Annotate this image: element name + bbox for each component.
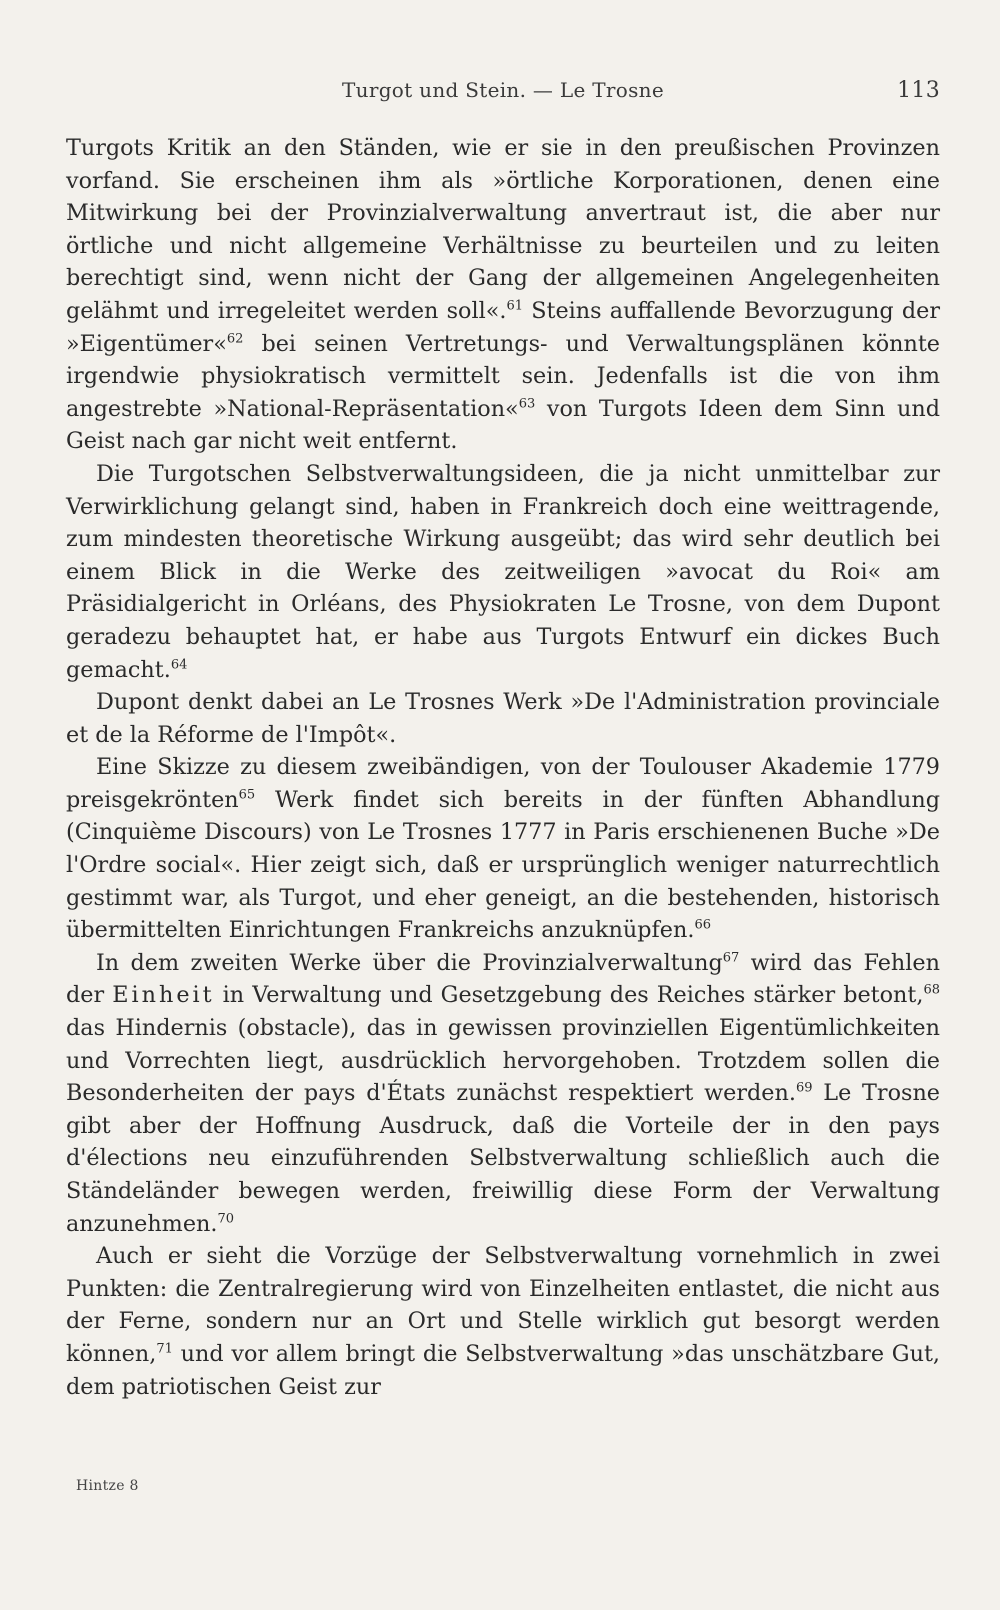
paragraph-2 (66, 458, 940, 686)
footnote-ref-62: 62 (226, 331, 244, 347)
footnote-ref-69: 69 (795, 1080, 813, 1096)
emphasized-text: Einheit (112, 982, 215, 1009)
text-run: Le Trosne gibt aber der Hoffnung Ausdruck, daß die Vorteile der in den pays d'élections neu einzuführenden Selbstverwaltung schließlich auch die Ständeländer bewegen werden, freiwillig diese Form der Verwaltung anzunehmen. (66, 1080, 940, 1237)
running-head (66, 78, 940, 108)
text-run: wird das Fehlen der (66, 949, 940, 1009)
text-run: bei seinen Vertretungs- und Verwaltungsplänen könnte irgendwie physiokratisch vermittelt sein. Jedenfalls ist die von ihm angestrebte »National-Repräsentation« (66, 330, 940, 422)
footnote-ref-61: 61 (506, 298, 524, 314)
text-run: Die Turgotschen Selbstverwaltungsideen, die ja nicht unmittelbar zur Verwirklichung gelangt sind, haben in Frankreich doch eine weittragende, zum mindesten theoretische Wirkung ausgeübt; das wird sehr deutlich bei einem Blick in die Werke des zeitweiligen »avocat du Roi« am Präsidialgericht in Orléans, des Physiokraten Le Trosne, von dem Dupont geradezu behauptet hat, er habe aus Turgots Entwurf ein dickes Buch gemacht. (66, 460, 940, 683)
paragraph-3 (66, 686, 940, 751)
footnote-ref-64: 64 (170, 657, 188, 673)
text-run: von Turgots Ideen dem Sinn und Geist nach gar nicht weit entfernt. (66, 395, 940, 455)
footnote-ref-68: 68 (923, 983, 940, 999)
text-run: Eine Skizze zu diesem zweibändigen, von der Toulouser Akademie 1779 preisgekrönten (66, 754, 940, 813)
text-run: Auch er sieht die Vorzüge der Selbstverwaltung vornehmlich in zwei Punkten: die Zentralregierung wird von Einzelheiten entlastet, die nicht aus der Ferne, sondern nur an Ort und Stelle wirklich gut besorgt werden können, (66, 1243, 940, 1367)
text-run: das Hindernis (obstacle), das in gewissen provinziellen Eigentümlichkeiten und Vorrechten liegt, ausdrücklich hervorgehoben. Trotzdem sollen die Besonderheiten der pays d'États zunächst respektiert werden. (66, 1015, 940, 1107)
text-run: in Verwaltung und Gesetzgebung des Reiches stärker betont, (214, 982, 924, 1009)
text-run: Werk findet sich bereits in der fünften Abhandlung (Cinquième Discours) von Le Trosnes 1777 in Paris erschienenen Buche »De l'Ordre social«. Hier zeigt sich, daß er ursprünglich weniger naturrechtlich gestimmt war, als Turgot, und eher geneigt, an die bestehenden, historisch übermittelten Einrichtungen Frankreichs anzuknüpfen. (66, 786, 940, 944)
footnote-ref-71: 71 (156, 1341, 173, 1357)
body-text (66, 132, 940, 1403)
running-head-title: Turgot und Stein. — Le Trosne (342, 78, 664, 102)
text-run: In dem zweiten Werke über die Provinzialverwaltung (96, 949, 723, 976)
printer-signature: Hintze 8 (76, 1478, 139, 1494)
footnote-ref-65: 65 (238, 787, 256, 803)
text-run: und vor allem bringt die Selbstverwaltung »das unschätzbare Gut, dem patriotischen Geist zur (66, 1340, 940, 1400)
text-run: Steins auffallende Bevorzugung der »Eigentümer« (66, 297, 941, 357)
paragraph-1 (66, 132, 940, 458)
footnote-ref-67: 67 (722, 950, 740, 966)
paragraph-4 (66, 751, 940, 947)
paragraph-6 (66, 1240, 940, 1403)
footnote-ref-66: 66 (694, 917, 711, 933)
footnote-ref-63: 63 (518, 396, 536, 412)
paragraph-5 (66, 947, 940, 1240)
footnote-ref-70: 70 (217, 1211, 235, 1227)
page-number: 113 (897, 78, 940, 103)
text-run: Dupont denkt dabei an Le Trosnes Werk »De l'Administration provinciale et de la Réforme de l'Impôt«. (66, 689, 940, 748)
text-run: Turgots Kritik an den Ständen, wie er sie in den preußischen Provinzen vorfand. Sie erscheinen ihm als »örtliche Korporationen, denen eine Mitwirkung bei der Provinzialverwaltung anvertraut ist, die aber nur örtliche und nicht allgemeine Verhältnisse zu beurteilen und zu leiten berechtigt sind, wenn nicht der Gang der allgemeinen Angelegenheiten gelähmt und irregeleitet werden soll«. (66, 135, 940, 324)
